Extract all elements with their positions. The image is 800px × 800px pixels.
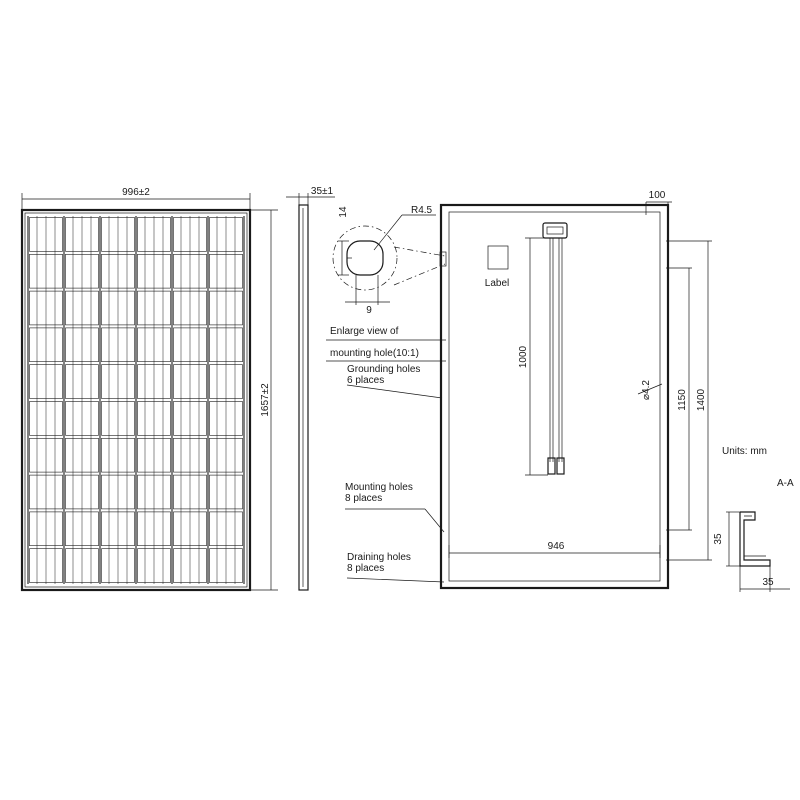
connector-right [557,458,564,474]
radius-leader [374,215,402,250]
hole-detail [326,205,446,361]
junction-box [543,223,567,238]
outer-spacing-dim: 1400 [696,388,707,412]
label-box [488,246,508,269]
hole-width-dim: 9 [366,305,372,316]
grounding-holes-label-1: Grounding holes [347,364,421,375]
section-title: A-A [777,478,794,489]
junction-box-inner [547,227,563,234]
cell-grid [28,216,244,584]
hole-detail-caption-1: Enlarge view of [330,326,399,337]
section-a-a [713,478,794,592]
detail-link-top [394,247,445,256]
inner-spacing-dim: 1150 [677,389,688,411]
grounding-leader [347,385,442,398]
front-width-dim: 996±2 [122,187,150,198]
rear-inner-frame [449,212,660,581]
mounting-holes-label-1: Mounting holes [345,482,413,493]
connector-left [548,458,555,474]
top-offset-dim: 100 [648,190,666,201]
hole-height-dim: 14 [338,206,349,218]
units-note: Units: mm [722,446,767,457]
detail-circle [333,226,397,290]
cable-length-dim: 1000 [518,345,529,369]
section-width-dim: 35 [762,577,774,588]
draining-holes-label-2: 8 places [347,563,385,574]
side-thickness-dim: 35±1 [310,186,334,197]
mounting-holes-label-2: 8 places [345,493,383,504]
slot-hole [347,241,383,275]
hole-detail-caption-2: mounting hole(10:1) [330,348,419,359]
rear-frame [441,205,668,588]
detail-link-bottom [394,264,445,285]
hole-dia-dim: ⌀4.2 [641,380,652,400]
front-view [22,187,278,590]
front-height-dim: 1657±2 [260,383,271,417]
draining-leader [347,578,444,582]
section-height-dim: 35 [713,533,724,545]
grounding-holes-label-2: 6 places [347,375,385,386]
side-profile [299,205,308,590]
frame-profile [740,512,770,566]
draining-holes-label-1: Draining holes [347,552,411,563]
hole-radius-dim: R4.5 [411,205,433,216]
label-text: Label [484,278,510,289]
frame-profile-inner [744,516,766,556]
rear-width-dim: 946 [547,541,565,552]
side-view [286,186,335,590]
